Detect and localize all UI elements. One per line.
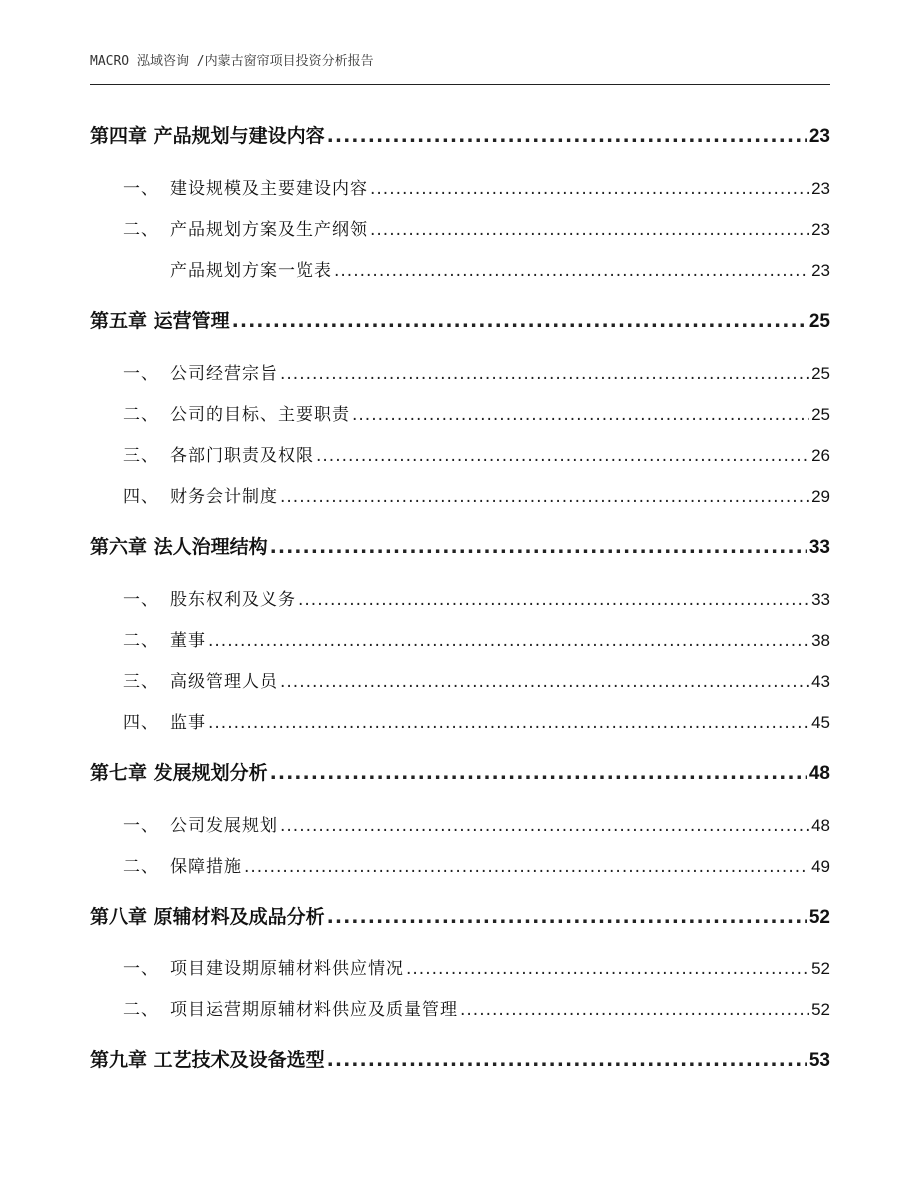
toc-dot-leader [232,310,807,332]
toc-dot-leader [280,816,809,836]
toc-entry-number: 第九章 [90,1049,148,1071]
toc-page-number: 25 [811,364,830,383]
toc-dot-leader [370,220,809,240]
toc-entry-text: 原辅材料及成品分析 [153,906,325,928]
toc-entry-title [123,954,404,979]
toc-page-number: 52 [811,1000,830,1019]
toc-entry-title [123,667,278,692]
toc-entry-text: 产品规划方案及生产纲领 [170,220,368,240]
toc-entry-title [123,811,278,836]
toc-entry-text: 运营管理 [153,310,230,332]
toc-dot-leader [280,487,809,507]
toc-section-entry[interactable] [90,400,830,425]
toc-dot-leader [352,405,809,425]
toc-dot-leader [327,125,807,147]
toc-section-entry[interactable] [90,441,830,466]
toc-dot-leader [298,590,809,610]
toc-entry-number: 第八章 [90,906,148,928]
toc-entry-number: 四、 [123,713,159,733]
page-header [90,48,830,85]
toc-page-number: 33 [811,590,830,609]
toc-dot-leader [208,713,809,733]
toc-page-number: 49 [811,857,830,876]
toc-dot-leader [208,631,809,651]
toc-dot-leader [244,857,809,877]
toc-chapter-entry[interactable] [90,121,830,148]
toc-entry-text: 公司发展规划 [170,816,278,836]
toc-entry-text: 工艺技术及设备选型 [153,1049,325,1071]
toc-entry-number: 一、 [123,590,159,610]
toc-entry-number: 三、 [123,672,159,692]
toc-entry-title [90,306,230,333]
toc-page-number: 48 [808,763,830,784]
toc-page-number: 48 [811,816,830,835]
toc-dot-leader [327,906,807,928]
toc-chapter-entry[interactable] [90,532,830,559]
toc-chapter-entry[interactable] [90,306,830,333]
toc-entry-text: 公司经营宗旨 [170,364,278,384]
toc-page-number: 23 [811,261,830,280]
toc-dot-leader [406,959,809,979]
toc-page-number: 25 [808,311,830,332]
toc-entry-number: 二、 [123,857,159,877]
toc-entry-title [123,482,278,507]
toc-page-number: 23 [811,220,830,239]
toc-entry-text: 发展规划分析 [153,762,268,784]
toc-section-entry[interactable] [90,995,830,1020]
toc-entry-number: 一、 [123,364,159,384]
toc-entry-title [123,174,368,199]
toc-entry-number: 二、 [123,631,159,651]
toc-dot-leader [334,261,809,281]
toc-entry-title [123,626,206,651]
toc-entry-title [90,902,325,929]
toc-page-number: 52 [808,907,830,928]
toc-entry-number: 三、 [123,446,159,466]
toc-page-number: 38 [811,631,830,650]
toc-entry-number: 第六章 [90,536,148,558]
toc-entry-text: 各部门职责及权限 [170,446,314,466]
toc-section-entry[interactable] [90,852,830,877]
toc-entry-number: 第四章 [90,125,148,147]
toc-section-entry[interactable] [90,359,830,384]
toc-entry-text: 公司的目标、主要职责 [170,405,350,425]
toc-entry-title [123,585,296,610]
toc-entry-number: 二、 [123,405,159,425]
toc-entry-number: 第七章 [90,762,148,784]
toc-page-number: 43 [811,672,830,691]
toc-entry-title [123,441,314,466]
toc-section-entry[interactable] [90,708,830,733]
toc-entry-title [123,852,242,877]
toc-entry-title [90,758,268,785]
toc-entry-number: 第五章 [90,310,148,332]
toc-section-entry[interactable] [90,256,830,281]
toc-entry-text: 监事 [170,713,206,733]
toc-page-number: 45 [811,713,830,732]
toc-page-number: 23 [808,126,830,147]
toc-entry-text: 建设规模及主要建设内容 [170,179,368,199]
toc-entry-number: 一、 [123,179,159,199]
toc-entry-title [90,121,325,148]
toc-entry-title [90,1045,325,1072]
toc-section-entry[interactable] [90,811,830,836]
toc-dot-leader [460,1000,809,1020]
toc-entry-title [123,215,368,240]
toc-section-entry[interactable] [90,626,830,651]
toc-section-entry[interactable] [90,174,830,199]
toc-entry-number: 四、 [123,487,159,507]
toc-chapter-entry[interactable] [90,902,830,929]
toc-entry-number: 一、 [123,816,159,836]
toc-entry-text: 财务会计制度 [170,487,278,507]
toc-entry-title [123,359,278,384]
toc-page-number: 52 [811,959,830,978]
toc-entry-text: 董事 [170,631,206,651]
toc-entry-title [123,256,332,281]
header-text: MACRO 泓域咨询 /内蒙古窗帘项目投资分析报告 [90,54,374,69]
toc-entry-text: 股东权利及义务 [170,590,296,610]
toc-entry-number: 二、 [123,1000,159,1020]
toc-dot-leader [270,536,807,558]
toc-entry-text: 项目运营期原辅材料供应及质量管理 [170,1000,458,1020]
toc-dot-leader [280,364,809,384]
toc-section-entry[interactable] [90,215,830,240]
toc-entry-title [90,532,268,559]
toc-dot-leader [327,1049,807,1071]
toc-section-entry[interactable] [90,667,830,692]
toc-dot-leader [270,762,807,784]
toc-dot-leader [316,446,809,466]
toc-entry-text: 产品规划与建设内容 [153,125,325,147]
toc-chapter-entry[interactable] [90,758,830,785]
toc-page-number: 53 [808,1050,830,1071]
toc-entry-text: 高级管理人员 [170,672,278,692]
toc-entry-title [123,400,350,425]
toc-page-number: 33 [808,537,830,558]
toc-page-number: 29 [811,487,830,506]
toc-page-number: 25 [811,405,830,424]
toc-page-number: 26 [811,446,830,465]
toc-entry-number: 二、 [123,220,159,240]
toc-entry-text: 项目建设期原辅材料供应情况 [170,959,404,979]
toc-entry-text: 产品规划方案一览表 [170,261,332,281]
toc-dot-leader [370,179,809,199]
toc-section-entry[interactable] [90,954,830,979]
toc-page-number: 23 [811,179,830,198]
toc-entry-text: 保障措施 [170,857,242,877]
toc-section-entry[interactable] [90,585,830,610]
toc-entry-title [123,708,206,733]
toc-section-entry[interactable] [90,482,830,507]
toc-entry-text: 法人治理结构 [153,536,268,558]
toc-entry-title [123,995,458,1020]
toc-chapter-entry[interactable] [90,1045,830,1072]
toc-dot-leader [280,672,809,692]
toc-entry-number: 一、 [123,959,159,979]
